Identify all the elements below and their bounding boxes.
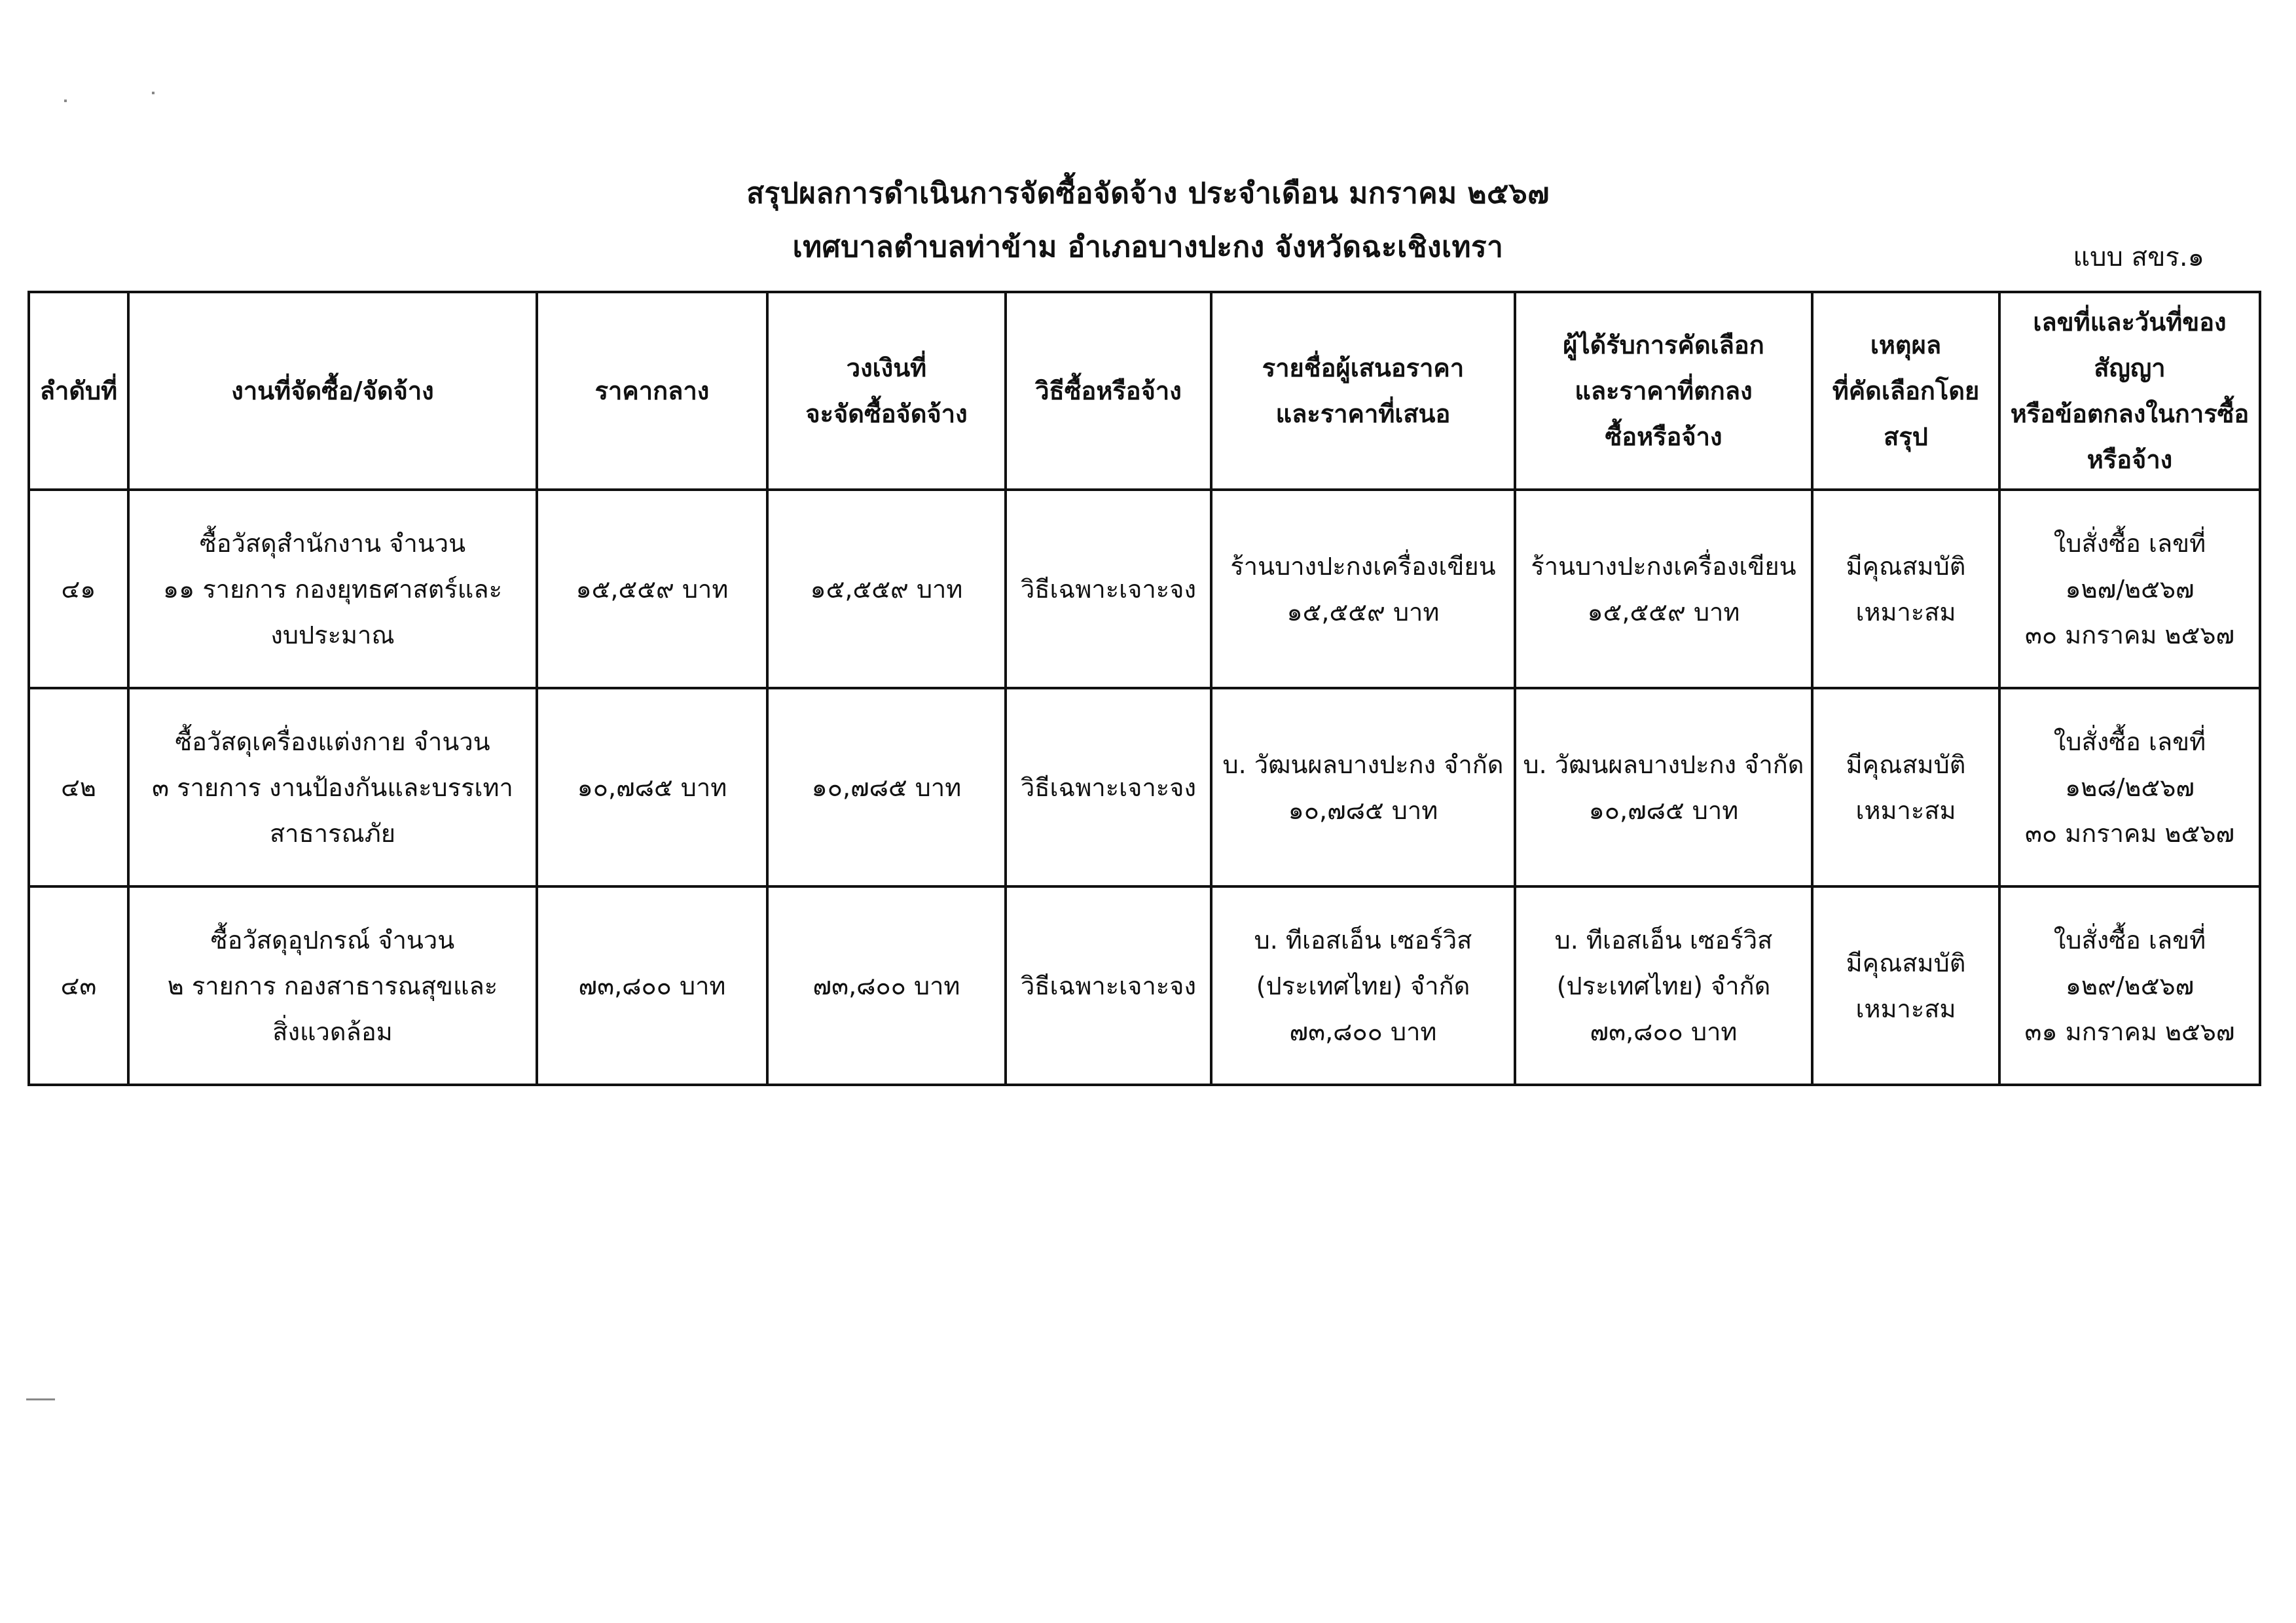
cell-item: ซื้อวัสดุสำนักงาน จำนวน ๑๑ รายการ กองยุทธศาสตร์และ งบประมาณ [128, 490, 537, 688]
cell-selected: บ. ทีเอสเอ็น เซอร์วิส (ประเทศไทย) จำกัด ๗๓,๘๐๐ บาท [1515, 886, 1812, 1085]
cell-item: ซื้อวัสดุเครื่องแต่งกาย จำนวน ๓ รายการ งานป้องกันและบรรเทา สาธารณภัย [128, 688, 537, 886]
header-median-price: ราคากลาง [537, 292, 767, 490]
cell-median-price: ๑๐,๗๘๕ บาท [537, 688, 767, 886]
cell-bidders: ร้านบางปะกงเครื่องเขียน ๑๕,๕๕๙ บาท [1211, 490, 1515, 688]
cell-bidders: บ. วัฒนผลบางปะกง จำกัด ๑๐,๗๘๕ บาท [1211, 688, 1515, 886]
cell-reason: มีคุณสมบัติ เหมาะสม [1812, 688, 1999, 886]
cell-median-price: ๗๓,๘๐๐ บาท [537, 886, 767, 1085]
header-no: ลำดับที่ [29, 292, 128, 490]
scan-speck [64, 100, 67, 102]
cell-no: ๔๒ [29, 688, 128, 886]
scan-speck [26, 1398, 55, 1400]
cell-reason: มีคุณสมบัติ เหมาะสม [1812, 886, 1999, 1085]
cell-budget: ๑๕,๕๕๙ บาท [767, 490, 1006, 688]
header-method: วิธีซื้อหรือจ้าง [1006, 292, 1211, 490]
header-selected: ผู้ได้รับการคัดเลือก และราคาที่ตกลง ซื้อหรือจ้าง [1515, 292, 1812, 490]
organization-subtitle: เทศบาลตำบลท่าข้าม อำเภอบางปะกง จังหวัดฉะเชิงเทรา [792, 230, 1504, 264]
page-title: สรุปผลการดำเนินการจัดซื้อจัดจ้าง ประจำเดือน มกราคม ๒๕๖๗ [746, 177, 1550, 210]
procurement-summary-table [27, 291, 2261, 1086]
cell-no: ๔๓ [29, 886, 128, 1085]
cell-median-price: ๑๕,๕๕๙ บาท [537, 490, 767, 688]
header-contract: เลขที่และวันที่ของ สัญญา หรือข้อตกลงในการซื้อ หรือจ้าง [1999, 292, 2260, 490]
cell-method: วิธีเฉพาะเจาะจง [1006, 490, 1211, 688]
header-reason: เหตุผล ที่คัดเลือกโดย สรุป [1812, 292, 1999, 490]
form-code-label: แบบ สขร.๑ [2073, 242, 2204, 272]
cell-item: ซื้อวัสดุอุปกรณ์ จำนวน ๒ รายการ กองสาธารณสุขและ สิ่งแวดล้อม [128, 886, 537, 1085]
header-item: งานที่จัดซื้อ/จัดจ้าง [128, 292, 537, 490]
table-row [29, 490, 2260, 688]
cell-contract: ใบสั่งซื้อ เลขที่ ๑๒๙/๒๕๖๗ ๓๑ มกราคม ๒๕๖๗ [1999, 886, 2260, 1085]
cell-no: ๔๑ [29, 490, 128, 688]
cell-selected: ร้านบางปะกงเครื่องเขียน ๑๕,๕๕๙ บาท [1515, 490, 1812, 688]
table-header-row [29, 292, 2260, 490]
header-bidders: รายชื่อผู้เสนอราคา และราคาที่เสนอ [1211, 292, 1515, 490]
cell-budget: ๗๓,๘๐๐ บาท [767, 886, 1006, 1085]
scan-speck [152, 92, 155, 94]
cell-selected: บ. วัฒนผลบางปะกง จำกัด ๑๐,๗๘๕ บาท [1515, 688, 1812, 886]
cell-contract: ใบสั่งซื้อ เลขที่ ๑๒๘/๒๕๖๗ ๓๐ มกราคม ๒๕๖๗ [1999, 688, 2260, 886]
cell-method: วิธีเฉพาะเจาะจง [1006, 886, 1211, 1085]
cell-budget: ๑๐,๗๘๕ บาท [767, 688, 1006, 886]
cell-contract: ใบสั่งซื้อ เลขที่ ๑๒๗/๒๕๖๗ ๓๐ มกราคม ๒๕๖๗ [1999, 490, 2260, 688]
cell-bidders: บ. ทีเอสเอ็น เซอร์วิส (ประเทศไทย) จำกัด ๗๓,๘๐๐ บาท [1211, 886, 1515, 1085]
document-header [0, 167, 2296, 274]
cell-reason: มีคุณสมบัติ เหมาะสม [1812, 490, 1999, 688]
cell-method: วิธีเฉพาะเจาะจง [1006, 688, 1211, 886]
header-budget: วงเงินที่ จะจัดซื้อจัดจ้าง [767, 292, 1006, 490]
table-row [29, 886, 2260, 1085]
table-row [29, 688, 2260, 886]
